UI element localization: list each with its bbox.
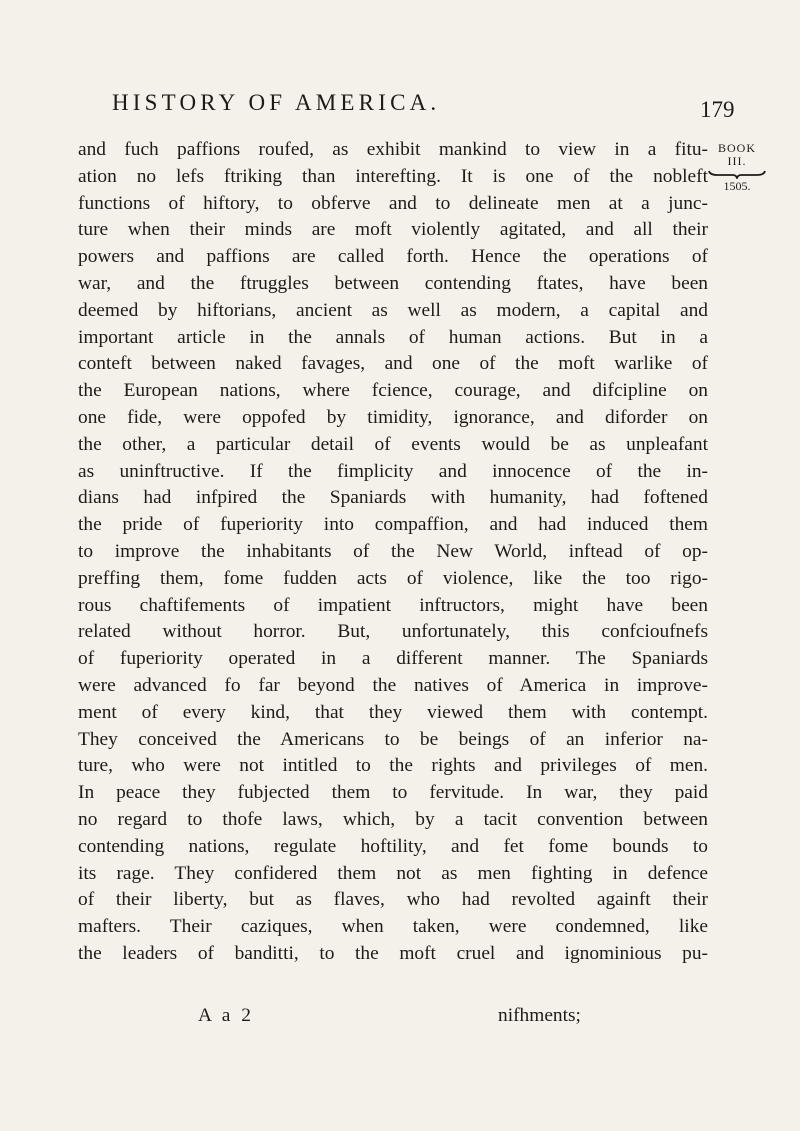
text-line: no regard to thofe laws, which, by a tacit convention between (78, 808, 708, 830)
margin-year: 1505. (723, 179, 751, 193)
text-line: preffing them, fome fudden acts of violence, like the too rigo- (78, 567, 708, 589)
text-line: ture, who were not intitled to the rights and privileges of men. (78, 755, 708, 777)
text-line: They conceived the Americans to be beings of an inferior na- (78, 728, 708, 750)
page-footer (78, 1002, 708, 1030)
text-line: ment of every kind, that they viewed them with contempt. (78, 701, 708, 723)
page-number: 179 (700, 97, 735, 122)
text-line: of their liberty, but as flaves, who had revolted againft their (78, 889, 708, 911)
margin-volume-label: III. (727, 154, 747, 168)
text-line: the leaders of banditti, to the moft cruel and ignominious pu- (78, 942, 708, 964)
running-title: HISTORY OF AMERICA. (112, 90, 441, 115)
margin-note (706, 142, 768, 193)
text-line: the other, a particular detail of events would be as unpleafant (78, 433, 708, 455)
text-line: ture when their minds are moft violently agitated, and all their (78, 219, 708, 241)
text-line: deemed by hiftorians, ancient as well as modern, a capital and (78, 299, 708, 321)
text-line: rous chaftifements of impatient inftructors, might have been (78, 594, 708, 616)
margin-brace-icon (707, 169, 767, 179)
text-line: and fuch paffions roufed, as exhibit mankind to view in a fitu- (78, 139, 708, 160)
text-line: mafters. Their caziques, when taken, were condemned, like (78, 916, 708, 938)
text-line: of fuperiority operated in a different manner. The Spaniards (78, 648, 708, 670)
text-line: one fide, were oppofed by timidity, ignorance, and diforder on (78, 406, 708, 428)
margin-book-label: BOOK (717, 141, 756, 155)
text-line: war, and the ftruggles between contending ftates, have been (78, 272, 708, 294)
signature-mark: A a 2 (198, 1005, 254, 1026)
text-line: functions of hiftory, to obferve and to delineate men at a junc- (78, 192, 708, 214)
text-line: important article in the annals of human actions. But in a (78, 326, 708, 348)
text-line: its rage. They confidered them not as men fighting in defence (78, 862, 708, 884)
text-line: contending nations, regulate hoftility, and fet fome bounds to (78, 835, 708, 857)
text-line: ation no lefs ftriking than interefting. It is one of the nobleft (78, 165, 708, 187)
text-line: to improve the inhabitants of the New World, inftead of op- (78, 540, 708, 562)
text-line: as uninftructive. If the fimplicity and innocence of the in- (78, 460, 708, 482)
text-line: dians had infpired the Spaniards with humanity, had foftened (78, 487, 708, 509)
catchword: nifhments; (498, 1005, 581, 1026)
text-line: the European nations, where fcience, courage, and difcipline on (78, 380, 708, 402)
text-line: related without horror. But, unfortunately, this confcioufnefs (78, 621, 708, 643)
text-line: the pride of fuperiority into compaffion, and had induced them (78, 514, 708, 536)
text-line: were advanced fo far beyond the natives of America in improve- (78, 674, 708, 696)
text-line: In peace they fubjected them to fervitude. In war, they paid (78, 782, 708, 804)
text-line: powers and paffions are called forth. Hence the operations of (78, 246, 708, 268)
body-text (78, 137, 708, 968)
text-line: conteft between naked favages, and one of the moft warlike of (78, 353, 708, 375)
running-head (0, 90, 800, 130)
